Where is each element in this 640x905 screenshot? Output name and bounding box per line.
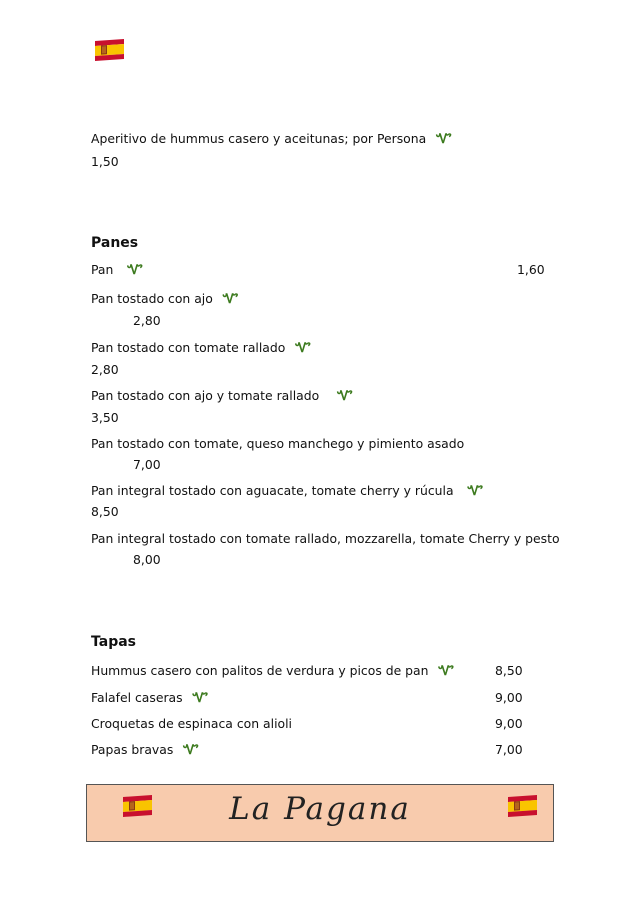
menu-item <box>91 483 483 499</box>
menu-item <box>91 531 560 546</box>
menu-item <box>91 291 238 307</box>
item-name: Pan tostado con tomate rallado <box>91 340 286 355</box>
item-price: 3,50 <box>91 410 119 425</box>
item-name: Pan integral tostado con aguacate, tomate cherry y rúcula <box>91 483 454 498</box>
section-heading-tapas: Tapas <box>91 634 136 650</box>
menu-item <box>91 262 143 278</box>
item-name: Aperitivo de hummus casero y aceitunas; por Persona <box>91 131 427 146</box>
menu-item <box>91 340 311 356</box>
item-price: 7,00 <box>495 742 523 757</box>
spain-flag-icon <box>95 39 124 61</box>
item-name: Falafel caseras <box>91 690 183 705</box>
item-price: 1,60 <box>517 262 545 277</box>
menu-item <box>91 436 464 451</box>
item-price: 2,80 <box>133 313 161 328</box>
vegan-icon: Ꮙ <box>295 341 311 356</box>
item-price: 7,00 <box>133 457 161 472</box>
vegan-icon: Ꮙ <box>183 743 199 758</box>
restaurant-name: La Pagana <box>229 791 411 827</box>
item-price: 8,00 <box>133 552 161 567</box>
item-name: Pan integral tostado con tomate rallado, mozzarella, tomate Cherry y pesto <box>91 531 560 546</box>
item-name: Pan <box>91 262 114 277</box>
item-name: Pan tostado con ajo y tomate rallado <box>91 388 320 403</box>
item-price: 2,80 <box>91 362 119 377</box>
menu-item <box>91 388 353 404</box>
menu-item <box>91 690 208 706</box>
menu-item <box>91 663 454 679</box>
section-heading-panes: Panes <box>91 235 139 251</box>
menu-item <box>91 742 199 758</box>
menu-item-aperitivo <box>91 131 452 147</box>
item-name: Hummus casero con palitos de verdura y picos de pan <box>91 663 429 678</box>
vegan-icon: Ꮙ <box>192 691 209 706</box>
item-name: Papas bravas <box>91 742 174 757</box>
item-price: 1,50 <box>91 154 119 169</box>
vegan-icon: Ꮙ <box>337 389 353 404</box>
spain-flag-icon <box>508 795 537 817</box>
item-price: 8,50 <box>91 504 119 519</box>
item-name: Croquetas de espinaca con alioli <box>91 716 292 731</box>
vegan-icon: Ꮙ <box>436 132 452 147</box>
item-name: Pan tostado con ajo <box>91 291 213 306</box>
item-price: 9,00 <box>495 716 523 731</box>
vegan-icon: Ꮙ <box>222 292 239 307</box>
footer-banner <box>86 784 554 842</box>
item-price: 8,50 <box>495 663 523 678</box>
item-price: 9,00 <box>495 690 523 705</box>
item-name: Pan tostado con tomate, queso manchego y pimiento asado <box>91 436 465 451</box>
vegan-icon: Ꮙ <box>127 263 143 278</box>
vegan-icon: Ꮙ <box>438 664 454 679</box>
menu-item <box>91 716 292 731</box>
vegan-icon: Ꮙ <box>467 484 484 499</box>
